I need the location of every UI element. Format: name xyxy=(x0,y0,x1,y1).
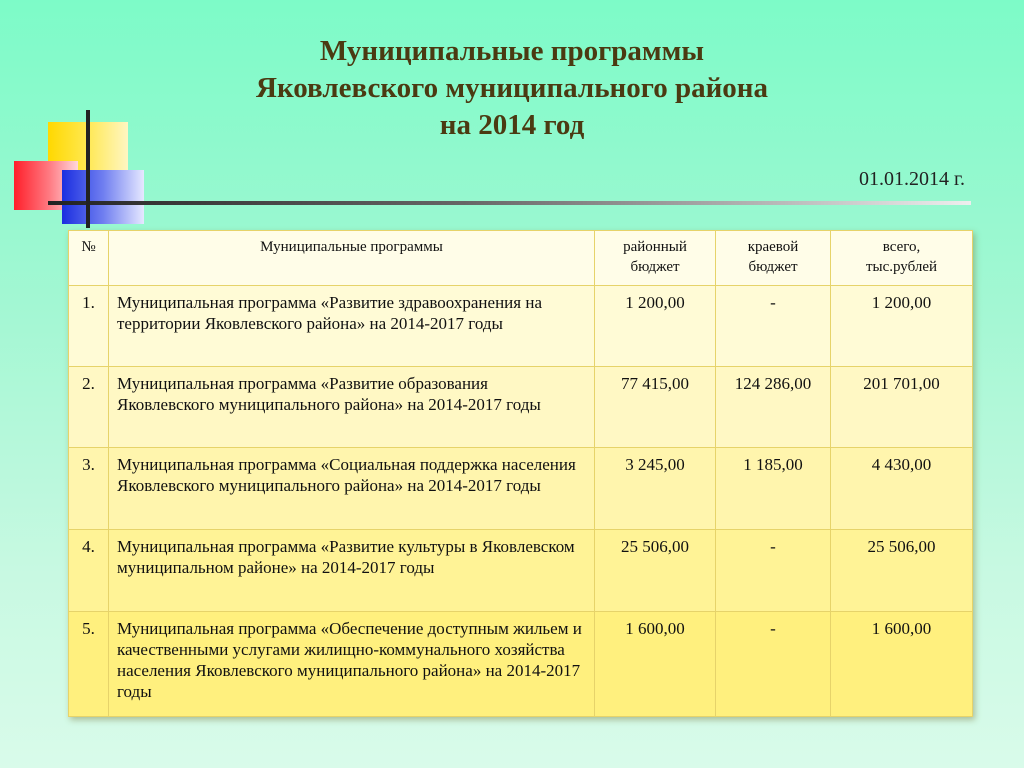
table-row xyxy=(69,530,973,612)
row-total: 4 430,00 xyxy=(831,448,973,530)
programs-table xyxy=(68,230,973,717)
row-regional-budget: - xyxy=(716,530,831,612)
row-total: 1 600,00 xyxy=(831,612,973,717)
table-row xyxy=(69,448,973,530)
header-program: Муниципальные программы xyxy=(109,231,595,286)
row-district-budget: 77 415,00 xyxy=(595,367,716,448)
row-num: 5. xyxy=(69,612,109,717)
row-district-budget: 1 600,00 xyxy=(595,612,716,717)
header-district-budget-line1: районный xyxy=(623,239,687,255)
row-program: Муниципальная программа «Социальная поддержка населения Яковлевского муниципального района» на 2014-2017 годы xyxy=(109,448,595,530)
row-district-budget: 1 200,00 xyxy=(595,286,716,367)
header-regional-budget xyxy=(716,231,831,286)
row-num: 2. xyxy=(69,367,109,448)
row-regional-budget: - xyxy=(716,612,831,717)
table-row xyxy=(69,286,973,367)
page-title xyxy=(140,33,884,144)
title-line-2: Яковлевского муниципального района xyxy=(256,72,768,104)
row-program: Муниципальная программа «Развитие образования Яковлевского муниципального района» на 2014-2017 годы xyxy=(109,367,595,448)
row-total: 201 701,00 xyxy=(831,367,973,448)
header-district-budget-line2: бюджет xyxy=(630,259,680,275)
row-total: 1 200,00 xyxy=(831,286,973,367)
row-num: 1. xyxy=(69,286,109,367)
row-num: 3. xyxy=(69,448,109,530)
row-regional-budget: 1 185,00 xyxy=(716,448,831,530)
title-line-3: на 2014 год xyxy=(439,109,585,141)
decorative-vertical-line xyxy=(86,110,90,228)
header-total xyxy=(831,231,973,286)
row-program: Муниципальная программа «Развитие культуры в Яковлевском муниципальном районе» на 2014-2017 годы xyxy=(109,530,595,612)
table-row xyxy=(69,612,973,717)
header-total-line1: всего, xyxy=(882,239,921,255)
row-program: Муниципальная программа «Развитие здравоохранения на территории Яковлевского района» на 2014-2017 годы xyxy=(109,286,595,367)
row-program: Муниципальная программа «Обеспечение доступным жильем и качественными услугами жилищно-коммунального хозяйства населения Яковлевского муниципального района» на 2014-2017 годы xyxy=(109,612,595,717)
header-regional-budget-line2: бюджет xyxy=(748,259,798,275)
row-regional-budget: - xyxy=(716,286,831,367)
row-district-budget: 3 245,00 xyxy=(595,448,716,530)
decorative-blue-square xyxy=(62,170,144,224)
header-regional-budget-line1: краевой xyxy=(747,239,799,255)
report-date: 01.01.2014 г. xyxy=(859,168,965,190)
header-num: № xyxy=(69,231,109,286)
row-regional-budget: 124 286,00 xyxy=(716,367,831,448)
header-district-budget xyxy=(595,231,716,286)
title-line-1: Муниципальные программы xyxy=(319,35,705,67)
decorative-horizontal-line xyxy=(48,201,971,205)
table-row xyxy=(69,367,973,448)
row-district-budget: 25 506,00 xyxy=(595,530,716,612)
table-header-row xyxy=(69,231,973,286)
header-total-line2: тыс.рублей xyxy=(865,259,938,275)
row-total: 25 506,00 xyxy=(831,530,973,612)
row-num: 4. xyxy=(69,530,109,612)
